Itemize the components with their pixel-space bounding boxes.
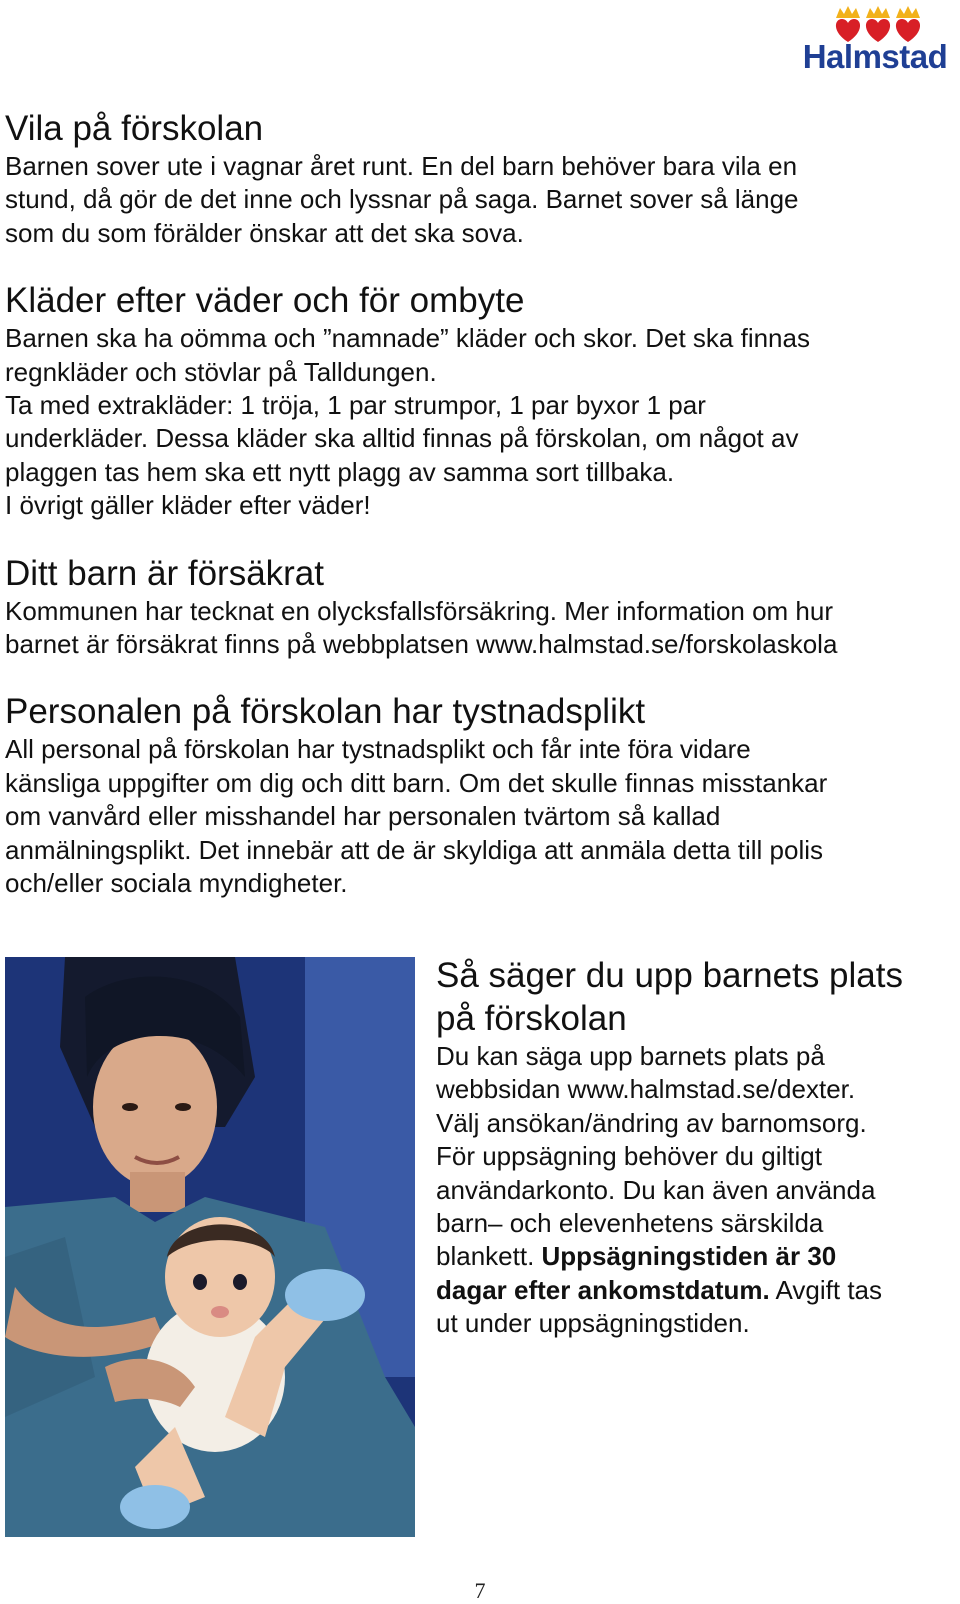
paragraph-line: I övrigt gäller kläder efter väder! (5, 490, 371, 521)
notice-period-bold: dagar efter ankomstdatum. (436, 1274, 770, 1305)
paragraph-line: Kommunen har tecknat en olycksfallsförsäkring. Mer information om hur (5, 595, 834, 626)
paragraph-line: barnet är försäkrat finns på webbplatsen www.halmstad.se/forskolaskola (5, 629, 838, 660)
logo-wordmark: Halmstad (802, 38, 948, 75)
section-heading: Vila på förskolan (5, 109, 264, 148)
halmstad-logo (792, 4, 958, 76)
paragraph-line: För uppsägning behöver du giltigt (436, 1141, 822, 1172)
paragraph-line: användarkonto. Du kan även använda (436, 1174, 876, 1205)
paragraph-line (436, 1240, 956, 1273)
cancel-place-section (436, 954, 956, 1341)
paragraph-line: Ta med extrakläder: 1 tröja, 1 par strumpor, 1 par byxor 1 par (5, 390, 706, 421)
paragraph-line: som du som förälder önskar att det ska sova. (5, 217, 524, 248)
notice-period-bold: Uppsägningstiden är 30 (541, 1241, 837, 1272)
paragraph-line: Barnen sover ute i vagnar året runt. En del barn behöver bara vila en (5, 151, 798, 181)
paragraph-line: webbsidan www.halmstad.se/dexter. (436, 1074, 856, 1105)
section-confidentiality (5, 691, 955, 900)
parent-baby-illustration (5, 957, 415, 1537)
plain-text: Avgift tas (769, 1274, 883, 1305)
paragraph-line: Barnen ska ha oömma och ”namnade” kläder och skor. Det ska finnas (5, 323, 810, 354)
paragraph-line: anmälningsplikt. Det innebär att de är skyldiga att anmäla detta till polis (5, 834, 823, 865)
paragraph-line: och/eller sociala myndigheter. (5, 868, 348, 899)
section-insurance (5, 553, 955, 662)
paragraph-line: känsliga uppgifter om dig och ditt barn. Om det skulle finnas misstankar (5, 767, 828, 798)
section-clothes (5, 280, 955, 522)
paragraph-line: plaggen tas hem ska ett nytt plagg av samma sort tillbaka. (5, 456, 675, 487)
page-number: 7 (474, 1578, 486, 1603)
section-heading-line: på förskolan (436, 999, 627, 1038)
paragraph-line: ut under uppsägningstiden. (436, 1308, 750, 1339)
paragraph-line: stund, då gör de det inne och lyssnar på saga. Barnet sover så länge (5, 184, 799, 215)
paragraph-line: Välj ansökan/ändring av barnomsorg. (436, 1107, 867, 1138)
section-heading-line: Så säger du upp barnets plats (436, 956, 903, 995)
paragraph-line: All personal på förskolan har tystnadsplikt och får inte föra vidare (5, 734, 751, 765)
paragraph-line: om vanvård eller misshandel har personalen tvärtom så kallad (5, 801, 721, 832)
paragraph-line: regnkläder och stövlar på Talldungen. (5, 356, 437, 387)
section-heading: Kläder efter väder och för ombyte (5, 281, 525, 321)
section-heading: Personalen på förskolan har tystnadsplikt (5, 692, 646, 732)
main-content (5, 108, 955, 931)
paragraph-line (436, 1274, 956, 1307)
photo-parent-with-baby (5, 957, 415, 1537)
plain-text: blankett. (436, 1241, 542, 1272)
paragraph-line: barn– och elevenhetens särskilda (436, 1208, 824, 1239)
paragraph-line: underkläder. Dessa kläder ska alltid finnas på förskolan, om något av (5, 423, 799, 454)
section-heading: Ditt barn är försäkrat (5, 553, 324, 593)
section-rest (5, 108, 955, 250)
paragraph-line: Du kan säga upp barnets plats på (436, 1041, 825, 1071)
